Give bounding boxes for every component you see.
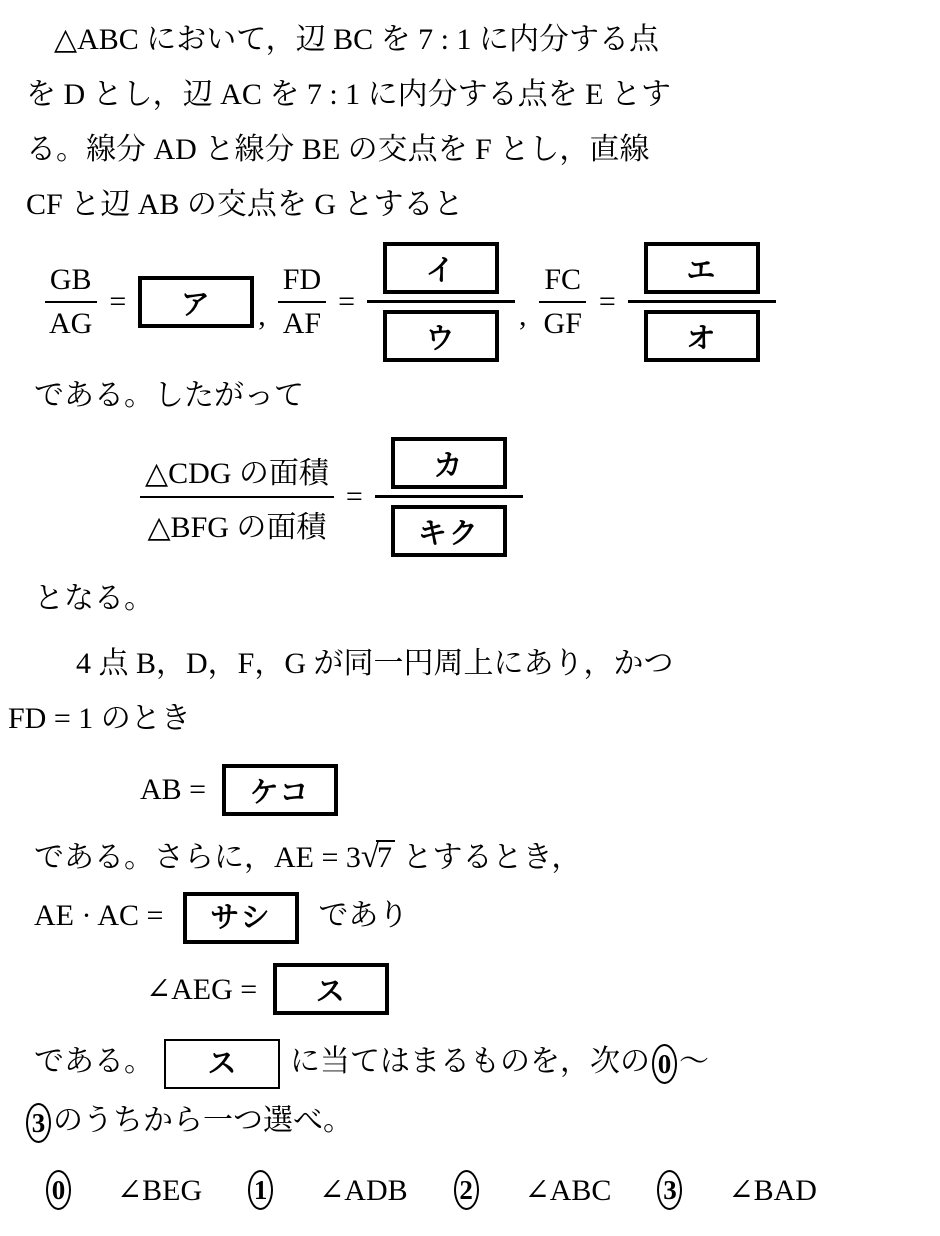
equation-lhs: AB =: [140, 773, 207, 806]
circled-1-icon: 1: [248, 1170, 273, 1210]
sqrt-radicand: 7: [376, 840, 395, 873]
choice-label: ∠BEG: [117, 1173, 203, 1207]
equation-lhs: ∠AEG =: [146, 972, 258, 1006]
intro-line: を D とし，辺 AC を 7 : 1 に内分する点を E とす: [26, 78, 671, 111]
answer-box-o: オ: [644, 310, 760, 362]
boxed-fraction-ka-kiku: [375, 437, 523, 557]
text-segment: である。: [34, 1045, 154, 1078]
answer-box-sashi: サシ: [183, 892, 299, 944]
fraction-areas: [140, 448, 334, 546]
equation-lhs: AE · AC =: [34, 899, 164, 932]
fraction-numerator: △CDG の面積: [140, 448, 334, 498]
comma: ,: [519, 299, 527, 332]
choice-item-3: [655, 1170, 816, 1210]
sqrt-radical-icon: √: [360, 839, 380, 875]
answer-box-a: ア: [138, 276, 254, 328]
circled-3-icon: 3: [657, 1170, 682, 1210]
boxed-fraction-e-o: [628, 242, 776, 362]
choice-label: ∠BAD: [728, 1173, 817, 1207]
equation-row-areas: [140, 437, 940, 557]
circled-2-icon: 2: [454, 1170, 479, 1210]
answer-box-ka: カ: [391, 437, 507, 489]
intro-line: △ABC において，辺 BC を 7 : 1 に内分する点: [54, 23, 660, 56]
equation-row-ratios: [44, 242, 940, 362]
text-after-eq1: である。したがって: [34, 379, 304, 412]
equation-ab: [140, 764, 940, 816]
answer-box-su: ス: [273, 963, 389, 1015]
line-ae-sqrt: [34, 830, 940, 885]
intro-line: CF と辺 AB の交点を G とすると: [26, 188, 464, 221]
fraction-denominator: △BFG の面積: [147, 511, 327, 544]
equals-sign: =: [598, 285, 616, 318]
text-segment: であり: [318, 899, 409, 932]
circled-3-icon: 3: [26, 1103, 51, 1143]
text-segment: とするとき，: [395, 841, 582, 874]
text-segment: のうちから一つ選べ。: [53, 1104, 353, 1137]
fraction-numerator: [375, 437, 523, 498]
fraction-fd-af: [278, 263, 326, 341]
line-aeac: [34, 885, 940, 947]
choice-item-0: [44, 1170, 202, 1210]
choice-item-2: [452, 1170, 612, 1210]
equals-sign: =: [338, 285, 356, 318]
fraction-numerator: FD: [278, 263, 326, 303]
para2-line: FD = 1 のとき: [8, 702, 191, 735]
circled-0-icon: 0: [652, 1044, 677, 1084]
fraction-numerator: [628, 242, 776, 303]
circled-0-icon: 0: [46, 1170, 71, 1210]
comma: ,: [258, 299, 266, 332]
fraction-denominator: [375, 498, 523, 557]
text-after-eq2: となる。: [34, 582, 154, 615]
equals-sign: =: [109, 285, 127, 318]
fraction-denominator: [628, 303, 776, 362]
equals-sign: =: [345, 480, 363, 513]
fraction-denominator: [367, 303, 515, 362]
choices-row: [44, 1170, 940, 1210]
fraction-denominator: AG: [49, 307, 93, 340]
intro-paragraph: [0, 12, 940, 232]
answer-box-kiku: キク: [391, 505, 507, 557]
fraction-numerator: [367, 242, 515, 303]
text-segment: である。さらに，AE = 3: [34, 841, 361, 874]
choice-label: ∠ABC: [524, 1173, 612, 1207]
intro-line: る。線分 AD と線分 BE の交点を F とし，直線: [26, 133, 650, 166]
equation-aeg: [146, 963, 940, 1015]
referenced-box-su: ス: [164, 1039, 280, 1089]
closing-line-1: [34, 1031, 940, 1093]
fraction-denominator: GF: [543, 307, 582, 340]
boxed-fraction-i-u: [367, 242, 515, 362]
closing-line-2: [26, 1093, 940, 1148]
answer-box-u: ウ: [383, 310, 499, 362]
fraction-denominator: AF: [282, 307, 322, 340]
tilde: ～: [679, 1045, 709, 1078]
choice-item-1: [246, 1170, 407, 1210]
fraction-numerator: GB: [45, 263, 97, 303]
answer-box-e: エ: [644, 242, 760, 294]
para2-line: 4 点 B，D，F，G が同一円周上にあり，かつ: [76, 647, 674, 680]
answer-box-keko: ケコ: [222, 764, 338, 816]
fraction-fc-gf: [539, 263, 587, 341]
fraction-numerator: FC: [539, 263, 586, 303]
answer-box-i: イ: [383, 242, 499, 294]
choice-label: ∠ADB: [319, 1173, 408, 1207]
fraction-gb-ag: [44, 263, 97, 341]
text-segment: に当てはまるものを，次の: [290, 1045, 650, 1078]
